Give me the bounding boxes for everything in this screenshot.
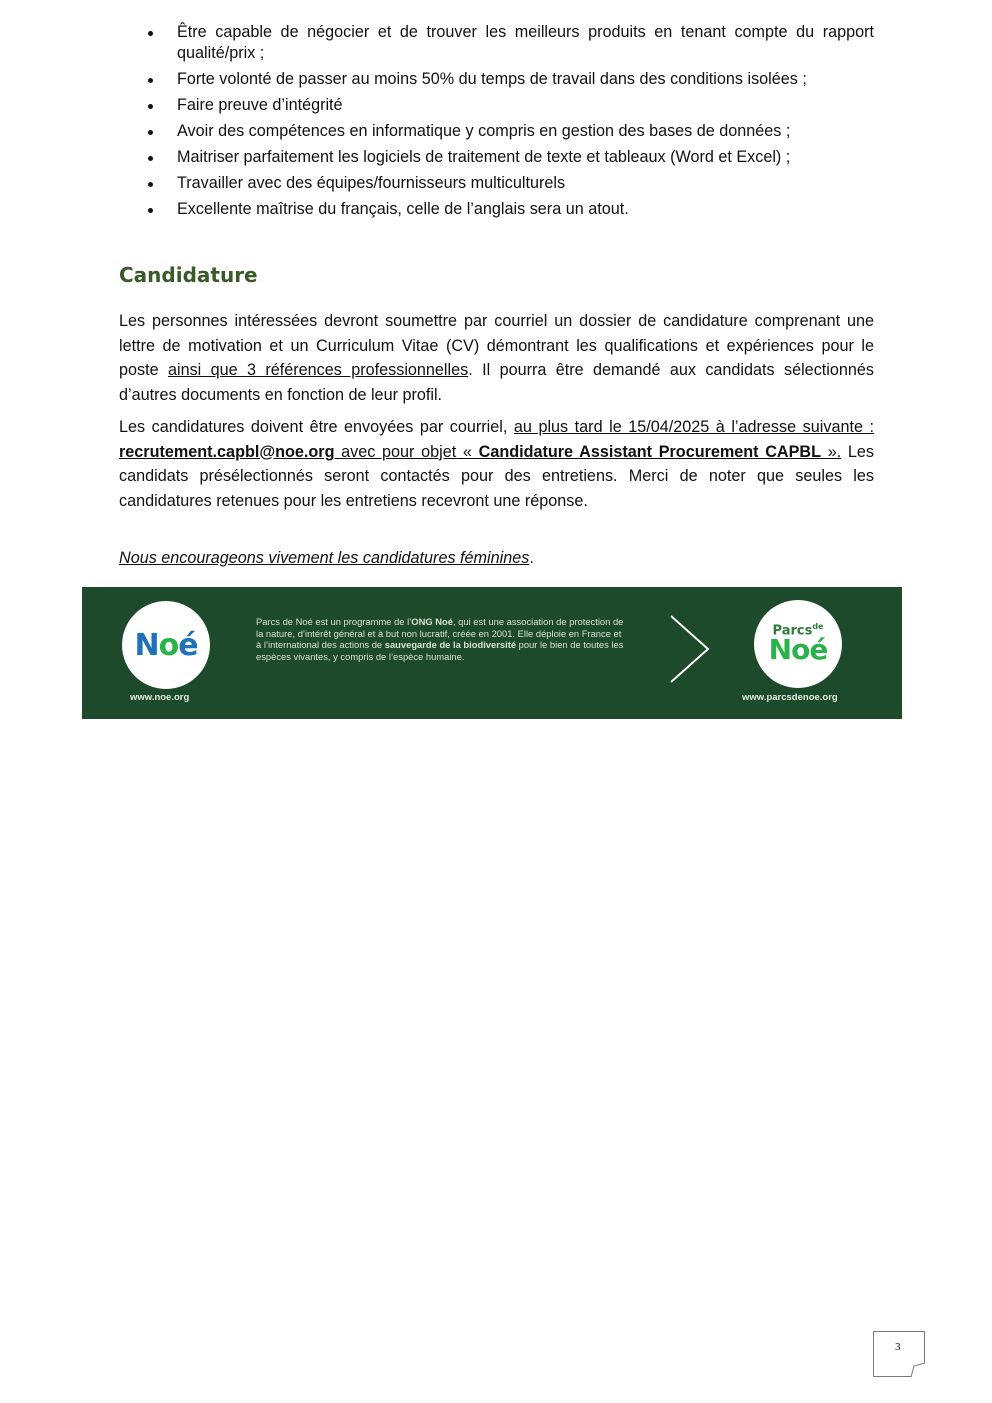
parcs-url[interactable]: www.parcsdenoe.org bbox=[742, 692, 838, 703]
references-requirement: ainsi que 3 références professionnelles bbox=[167, 361, 469, 379]
list-item: Être capable de négocier et de trouver les meilleurs produits en tenant compte du rapport qualité/prix ; bbox=[120, 22, 874, 64]
page-number-box bbox=[873, 1331, 925, 1377]
noe-url[interactable]: www.noe.org bbox=[130, 692, 190, 703]
encouragement-paragraph bbox=[119, 546, 874, 571]
paragraph-text: Les personnes intéressées devront soumettre par courriel un dossier de candidature comprenant une lettre de motivation et un Curriculum Vitae (CV) démontrant les qualifications et expériences pour le poste bbox=[119, 312, 874, 379]
email-subject: Candidature Assistant Procurement CAPBL bbox=[478, 442, 822, 461]
noe-wordmark: Noé bbox=[768, 632, 828, 666]
list-item: Maitriser parfaitement les logiciels de traitement de texte et tableaux (Word et Excel) ; bbox=[120, 147, 874, 168]
paragraph-text: . Il pourra être demandé aux candidats sélectionnés d’autres documents en fonction de leur profil. bbox=[119, 361, 874, 404]
bullet-icon bbox=[148, 31, 153, 36]
bullet-icon bbox=[148, 156, 153, 161]
page-fold-icon bbox=[911, 1363, 925, 1377]
parcs-wordmark: Parcs$^{de}$ bbox=[772, 622, 824, 639]
subject-prefix: avec pour objet « bbox=[334, 442, 479, 461]
paragraph-text: Les candidats présélectionnés seront contactés pour des entretiens. Merci de noter que seules les candidatures retenues pour les entretiens recevront une réponse. bbox=[119, 442, 875, 510]
email-link[interactable]: recrutement.capbl@noe.org bbox=[119, 442, 335, 461]
noe-wordmark: Noé bbox=[134, 627, 198, 663]
list-item: Avoir des compétences en informatique y compris en gestion des bases de données ; bbox=[120, 121, 874, 142]
bullet-icon bbox=[148, 104, 153, 109]
bullet-icon bbox=[148, 78, 153, 83]
bullet-icon bbox=[148, 130, 153, 135]
paragraph-text: Les candidatures doivent être envoyées par courriel, bbox=[119, 418, 514, 436]
footer-banner bbox=[82, 587, 902, 719]
application-paragraph bbox=[119, 309, 874, 407]
list-item: Travailler avec des équipes/fournisseurs multiculturels bbox=[120, 173, 874, 194]
requirements-list bbox=[120, 22, 874, 225]
noe-logo bbox=[122, 601, 210, 689]
list-item: Excellente maîtrise du français, celle de l’anglais sera un atout. bbox=[120, 199, 874, 220]
encouragement-text: Nous encourageons vivement les candidatures féminines bbox=[119, 549, 530, 567]
page-number: 3 bbox=[895, 1341, 901, 1353]
deadline-text: au plus tard le 15/04/2025 à l’adresse suivante : bbox=[513, 418, 874, 436]
subject-suffix: ». bbox=[821, 442, 842, 461]
section-title: Candidature bbox=[119, 263, 258, 287]
paragraph-end: . bbox=[529, 549, 534, 567]
list-item: Forte volonté de passer au moins 50% du temps de travail dans des conditions isolées ; bbox=[120, 69, 874, 90]
parcs-de-noe-logo bbox=[754, 600, 842, 688]
list-item: Faire preuve d’intégrité bbox=[120, 95, 874, 116]
bullet-icon bbox=[148, 182, 153, 187]
submission-paragraph bbox=[119, 415, 874, 513]
bullet-icon bbox=[148, 208, 153, 213]
banner-description: Parcs de Noé est un programme de l’ONG Noé, qui est une association de protection de la nature, d’intérêt général et à but non lucratif, créée en 2001. Elle déploie en France et à l’international des actions de sauvegarde de la biodiversité pour le bien de toutes les espèces vivantes, y compris de l’espèce humaine. bbox=[256, 616, 624, 662]
chevron-right-icon bbox=[668, 613, 712, 685]
